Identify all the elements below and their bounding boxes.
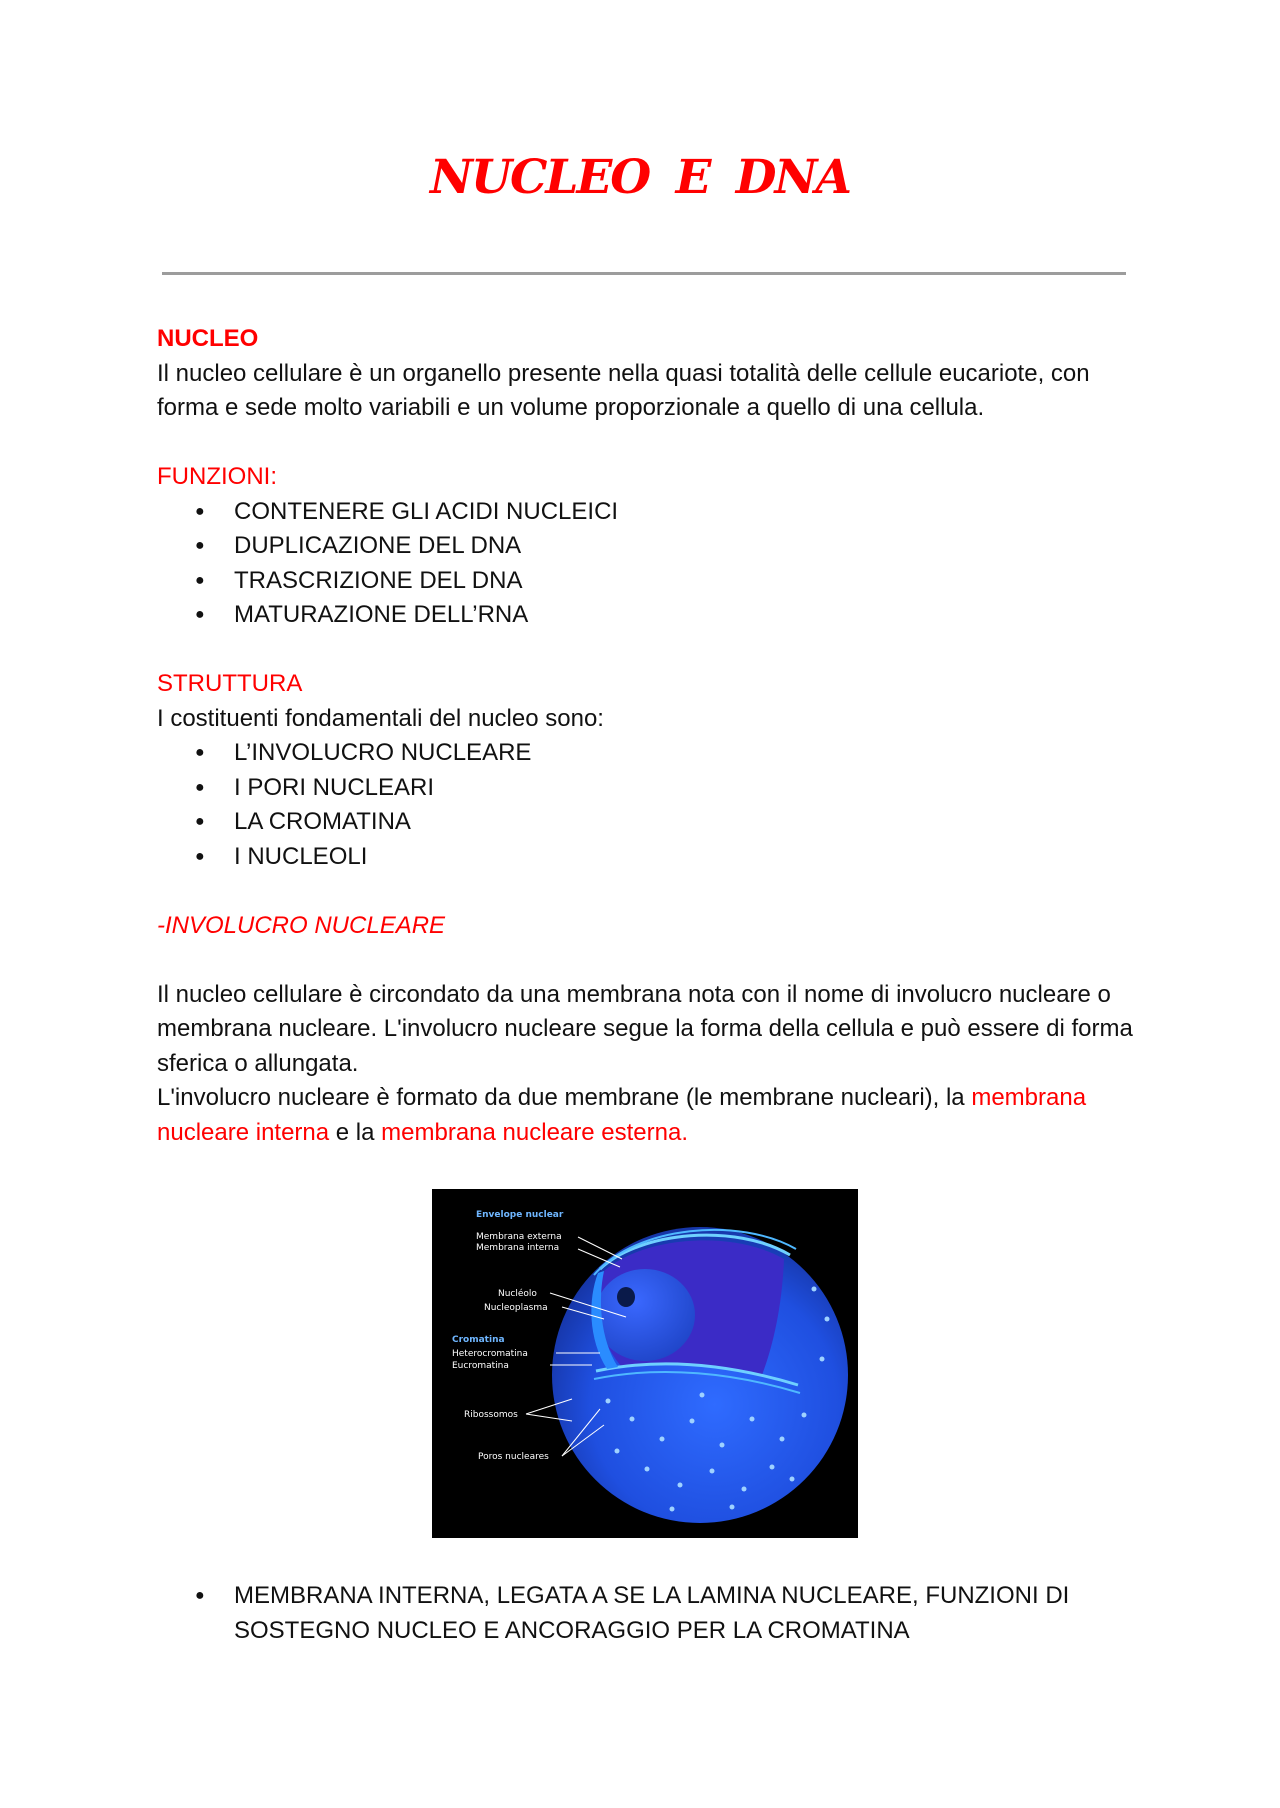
involucro-heading: -INVOLUCRO NUCLEARE <box>157 911 446 939</box>
funzioni-heading: FUNZIONI: <box>157 463 277 490</box>
label-membrana-interna: Membrana interna <box>476 1243 560 1253</box>
involucro-paragraph-2 <box>157 1081 1137 1150</box>
label-poros-nucleares: Poros nucleares <box>478 1452 549 1462</box>
nucleus-diagram <box>432 1189 858 1538</box>
list-item: ● MATURAZIONE DELL’RNA <box>157 598 1137 633</box>
label-heterocromatina: Heterocromatina <box>452 1349 528 1359</box>
list-item: ● MEMBRANA INTERNA, LEGATA A SE LA LAMINA NUCLEARE, FUNZIONI DI SOSTEGNO NUCLEO E ANCORAGGIO PER LA CROMATINA <box>157 1579 1137 1648</box>
list-item: ● I NUCLEOLI <box>157 840 1137 875</box>
document-body <box>157 322 1137 1150</box>
label-nucleoplasma: Nucleoplasma <box>484 1303 548 1313</box>
highlight-membrana-interna: membrana nucleare interna <box>157 1084 1087 1146</box>
label-membrana-externa: Membrana externa <box>476 1232 562 1242</box>
list-item: ● TRASCRIZIONE DEL DNA <box>157 564 1137 599</box>
page-title: NUCLEO E DNA <box>430 150 850 205</box>
label-envelope-nuclear: Envelope nuclear <box>476 1210 564 1220</box>
involucro-paragraph-1: Il nucleo cellulare è circondato da una membrana nota con il nome di involucro nucleare o membrana nucleare. L'involucro nucleare segue la forma della cellula e può essere di forma sferica o allungata. <box>157 980 1133 1077</box>
nucleus-illustration <box>432 1189 858 1538</box>
label-ribossomos: Ribossomos <box>464 1410 518 1420</box>
list-item: ● CONTENERE GLI ACIDI NUCLEICI <box>157 495 1137 530</box>
list-item: ● LA CROMATINA <box>157 805 1137 840</box>
struttura-intro: I costituenti fondamentali del nucleo sono: <box>157 704 604 732</box>
list-item: ● L’INVOLUCRO NUCLEARE <box>157 736 1137 771</box>
label-eucromatina: Eucromatina <box>452 1361 509 1371</box>
nucleo-paragraph: Il nucleo cellulare è un organello presente nella quasi totalità delle cellule eucariote, con forma e sede molto variabili e un volume proporzionale a quello di una cellula. <box>157 359 1090 421</box>
list-item: ● DUPLICAZIONE DEL DNA <box>157 529 1137 564</box>
label-nucleolo: Nucléolo <box>498 1289 537 1299</box>
struttura-list <box>157 736 1137 874</box>
list-item: ● I PORI NUCLEARI <box>157 771 1137 806</box>
involucro-text-mid: e la <box>329 1118 382 1146</box>
nucleolus-core <box>617 1287 635 1307</box>
title-divider <box>162 272 1126 275</box>
nucleolus <box>595 1269 695 1361</box>
membrana-interna-list <box>157 1579 1137 1648</box>
nucleo-heading: NUCLEO <box>157 325 259 352</box>
label-cromatina: Cromatina <box>452 1335 505 1345</box>
funzioni-list <box>157 495 1137 633</box>
highlight-membrana-esterna: membrana nucleare esterna. <box>381 1118 688 1146</box>
involucro-text-start: L'involucro nucleare è formato da due membrane (le membrane nucleari), la <box>157 1084 972 1111</box>
final-section <box>157 1579 1137 1648</box>
struttura-heading: STRUTTURA <box>157 670 303 697</box>
